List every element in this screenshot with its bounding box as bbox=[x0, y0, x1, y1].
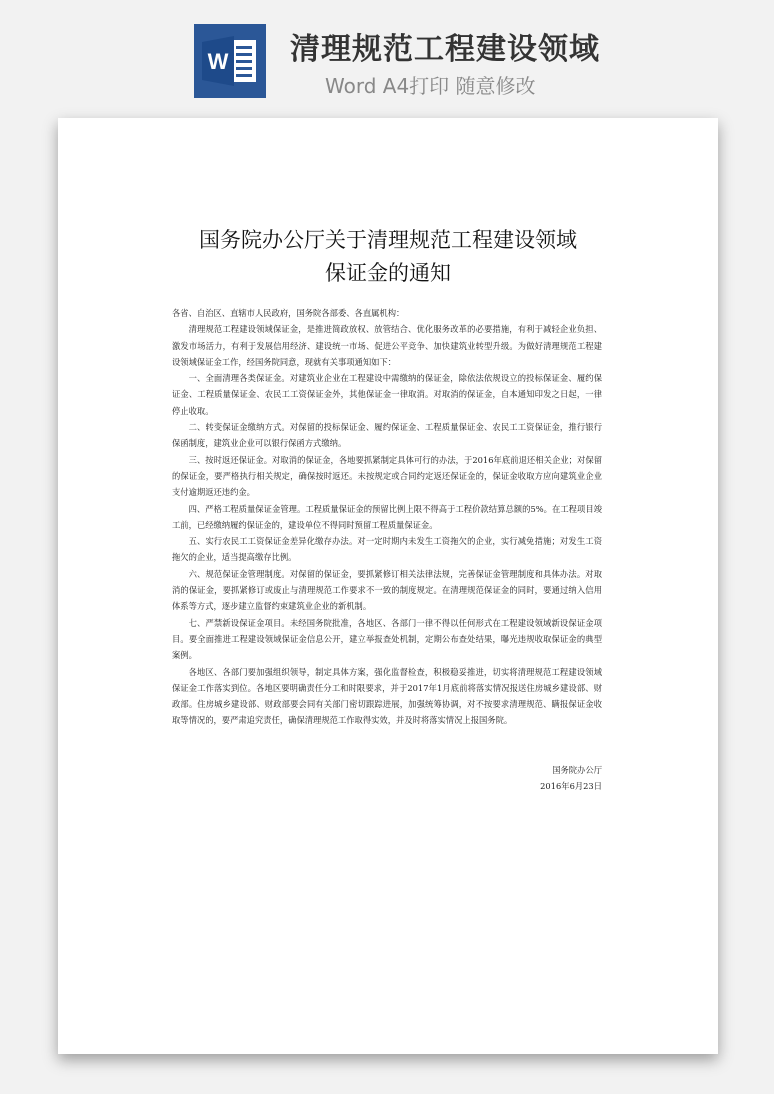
word-logo-letter: W bbox=[207, 49, 229, 74]
paragraph: 各地区、各部门要加强组织领导，制定具体方案，强化监督检查，积极稳妥推进，切实将清理规范工程建设领域保证金工作落实到位。各地区要明确责任分工和时限要求，并于2017年1月底前将落实情况报送住房城乡建设部、财政部。住房城乡建设部、财政部要会同有关部门密切跟踪进展，加强统筹协调，对不按要求清理规范、瞒报保证金收取等情况的，要严肃追究责任，确保清理规范工作取得实效，并及时将落实情况上报国务院。 bbox=[172, 666, 602, 726]
word-icon bbox=[194, 24, 266, 98]
paragraph: 二、转变保证金缴纳方式。对保留的投标保证金、履约保证金、工程质量保证金、农民工工资保证金，推行银行保函制度，建筑业企业可以银行保函方式缴纳。 bbox=[172, 422, 602, 449]
header-subtitle: Word A4打印 随意修改 bbox=[325, 74, 536, 98]
paragraph: 清理规范工程建设领域保证金，是推进简政放权、放管结合、优化服务改革的必要措施，有利于减轻企业负担、激发市场活力，有利于发展信用经济、建设统一市场、促进公平竞争、加快建筑业转型升级。为做好清理规范工程建设领域保证金工作，经国务院同意，现就有关事项通知如下： bbox=[172, 324, 602, 367]
document-body bbox=[172, 305, 602, 729]
header-title: 清理规范工程建设领域 bbox=[290, 32, 600, 67]
document-title-line-1: 国务院办公厅关于清理规范工程建设领域 bbox=[199, 228, 577, 252]
paragraph: 六、规范保证金管理制度。对保留的保证金，要抓紧修订相关法律法规，完善保证金管理制度和具体办法。对取消的保证金，要抓紧修订或废止与清理规范工作要求不一致的制度规定。在清理规范保证金的同时，要通过纳入信用体系等方式，逐步建立监督约束建筑业企业的新机制。 bbox=[172, 568, 602, 612]
document-title bbox=[58, 224, 718, 290]
paragraph: 一、全面清理各类保证金。对建筑业企业在工程建设中需缴纳的保证金，除依法依规设立的投标保证金、履约保证金、工程质量保证金、农民工工资保证金外，其他保证金一律取消。对取消的保证金，自本通知印发之日起，一律停止收取。 bbox=[172, 373, 602, 416]
paragraph: 七、严禁新设保证金项目。未经国务院批准，各地区、各部门一律不得以任何形式在工程建设领域新设保证金项目。要全面推进工程建设领域保证金信息公开，建立举报查处机制，定期公布查处结果，曝光违规收取保证金的典型案例。 bbox=[172, 617, 602, 661]
issuer: 国务院办公厅 bbox=[552, 765, 602, 775]
header bbox=[0, 0, 774, 118]
salutation: 各省、自治区、直辖市人民政府，国务院各部委、各直属机构： bbox=[172, 308, 405, 318]
paragraph: 五、实行农民工工资保证金差异化缴存办法。对一定时期内未发生工资拖欠的企业，实行减免措施；对发生工资拖欠的企业，适当提高缴存比例。 bbox=[172, 536, 602, 563]
paragraph: 四、严格工程质量保证金管理。工程质量保证金的预留比例上限不得高于工程价款结算总额的5%。在工程项目竣工前，已经缴纳履约保证金的，建设单位不得同时预留工程质量保证金。 bbox=[172, 503, 602, 530]
signature-block bbox=[458, 762, 602, 795]
document-title-line-2: 保证金的通知 bbox=[325, 261, 451, 285]
document-page bbox=[58, 118, 718, 1054]
paragraph: 三、按时返还保证金。对取消的保证金，各地要抓紧制定具体可行的办法，于2016年底前退还相关企业；对保留的保证金，要严格执行相关规定，确保按时返还。未按规定或合同约定返还保证金的，保证金收取方应向建筑业企业支付逾期返还违约金。 bbox=[172, 454, 602, 498]
issue-date: 2016年6月23日 bbox=[540, 781, 602, 792]
